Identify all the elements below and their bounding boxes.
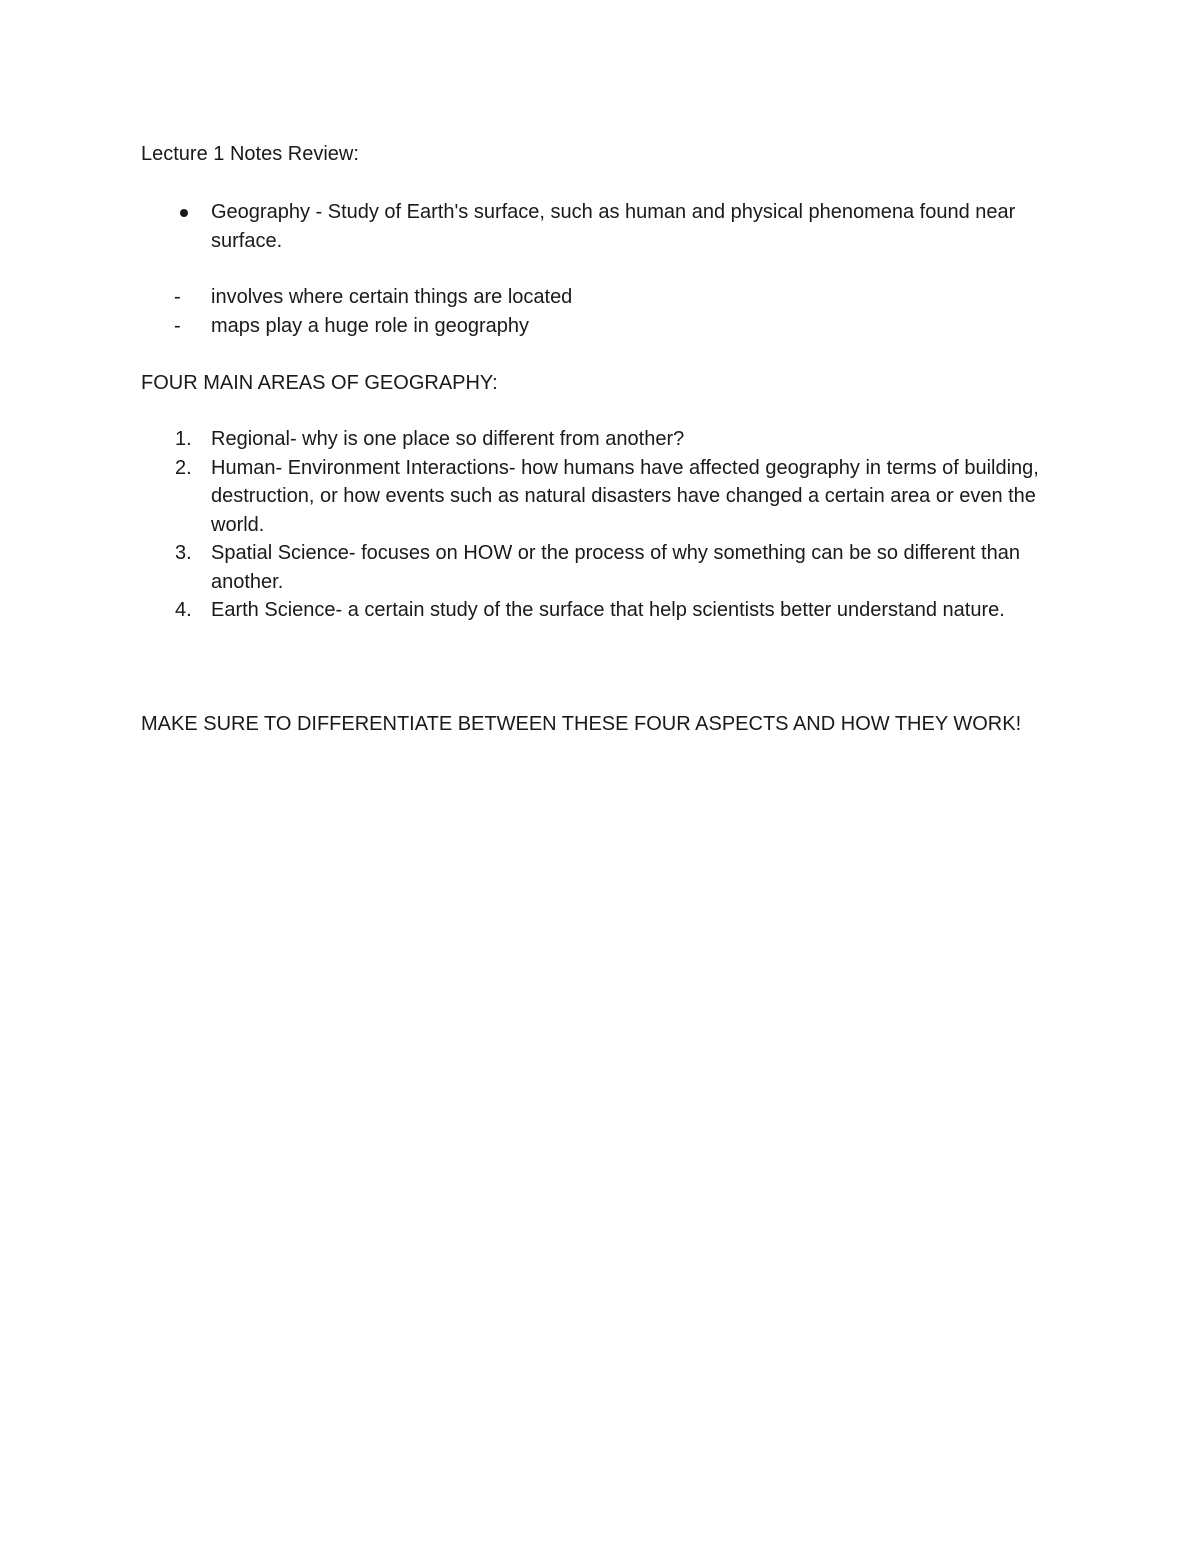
list-item <box>141 283 1051 312</box>
list-number: 3. <box>175 542 192 564</box>
dash-list <box>141 283 1051 341</box>
dash-icon: - <box>174 286 181 308</box>
list-item-text: involves where certain things are located <box>211 286 573 308</box>
numbered-list <box>141 425 1051 625</box>
list-item-text: Human- Environment Interactions- how humans have affected geography in terms of building, destruction, or how events such as natural disasters have changed a certain area or even the world. <box>211 456 1039 536</box>
list-item <box>141 539 1051 596</box>
list-item-text: Spatial Science- focuses on HOW or the process of why something can be so different than another. <box>211 542 1020 593</box>
list-item-text: maps play a huge role in geography <box>211 315 529 337</box>
list-number: 1. <box>175 428 192 450</box>
document-title: Lecture 1 Notes Review: <box>141 143 359 165</box>
bullet-icon <box>180 209 188 217</box>
list-item <box>141 596 1051 625</box>
list-number: 2. <box>175 456 192 479</box>
list-item <box>141 312 1051 341</box>
dash-icon: - <box>174 315 181 337</box>
list-number: 4. <box>175 599 192 621</box>
list-item <box>141 454 1051 540</box>
list-item <box>141 425 1051 454</box>
section-heading: FOUR MAIN AREAS OF GEOGRAPHY: <box>141 372 498 394</box>
bullet-list <box>141 198 1051 255</box>
list-item-text: Geography - Study of Earth's surface, such as human and physical phenomena found near surface. <box>211 201 1016 252</box>
list-item-text: Earth Science- a certain study of the surface that help scientists better understand nature. <box>211 599 1005 621</box>
list-item <box>141 198 1051 255</box>
list-item-text: Regional- why is one place so different from another? <box>211 428 685 450</box>
reminder-note: MAKE SURE TO DIFFERENTIATE BETWEEN THESE FOUR ASPECTS AND HOW THEY WORK! <box>141 713 1022 735</box>
